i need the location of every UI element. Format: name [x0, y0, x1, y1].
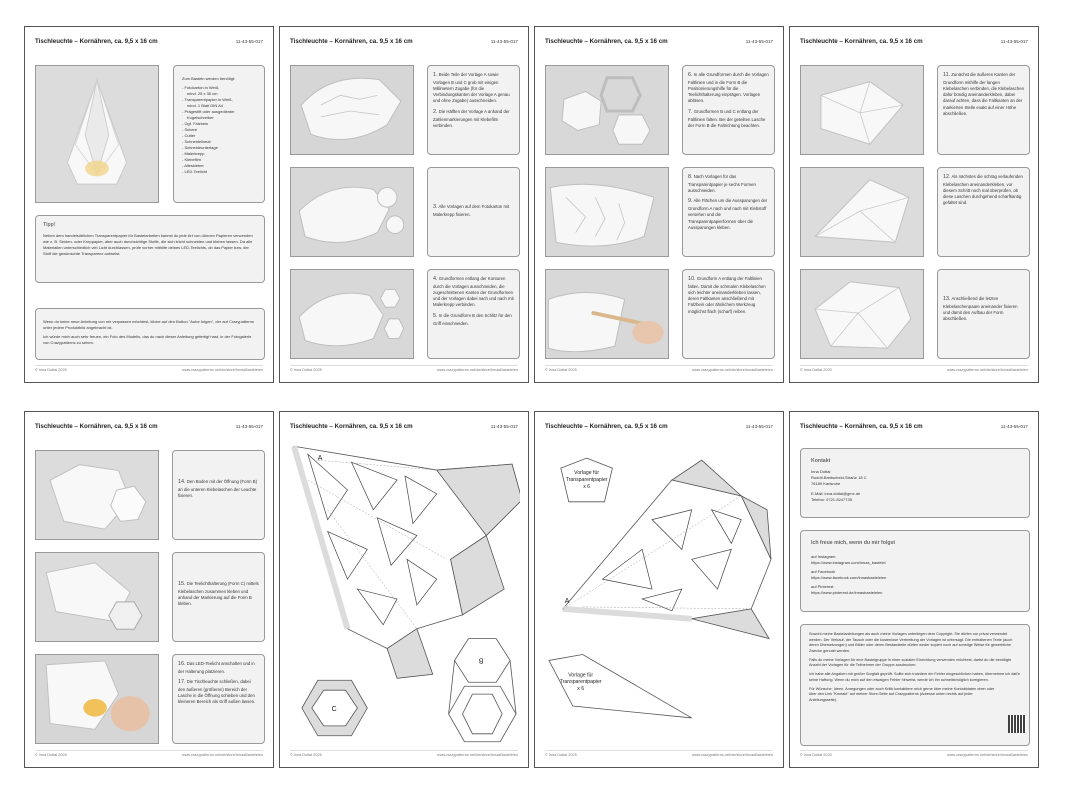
- material-item: - Schere: [182, 127, 198, 132]
- page-header: [290, 38, 518, 50]
- page-3: [534, 26, 784, 383]
- photo-step-14: [35, 450, 159, 540]
- material-item: - Transparentpapier in Weiß,: [182, 97, 233, 102]
- page-header: [35, 423, 263, 435]
- tipp-text: Neben dem handelsüblichen Transparentpapier für Bastelarbeiten kannst du jede Art von dünnen Papieren verwenden wie z. B. Seiden- oder Kreppapier, aber auch durchsichtige Stoffe, die sich leicht schneiden und kleben lassen. Da alle Materialien unterschiedlich viel Licht durchlassen, prüfe vorher mithilfe deines LED-Teelichts, ob das Papier bzw. der Stoff die gewünschte Transparenz aufweist.: [43, 232, 253, 256]
- label-a: A: [317, 455, 323, 463]
- step-number: 16.: [178, 661, 186, 667]
- step-8-9: [682, 167, 775, 257]
- step-number: 6.: [688, 72, 693, 78]
- template-drawing: [543, 440, 775, 749]
- material-item: mind. 1 Blatt DIN A4: [187, 103, 224, 108]
- page-footer: [545, 750, 773, 759]
- store-url: www.crazypatterns.net/de/store/InnasBasteleien: [436, 753, 518, 757]
- page-title: Tischleuchte – Kornähren, ca. 9,5 x 16 cm: [35, 423, 158, 430]
- instagram-label: auf Instagram: [811, 553, 836, 559]
- photo-step-12: [800, 167, 924, 257]
- step-number: 1.: [433, 72, 438, 78]
- page-5: [24, 411, 274, 768]
- store-url: www.crazypatterns.net/de/store/InnasBasteleien: [181, 368, 263, 372]
- store-url: www.crazypatterns.net/de/store/InnasBasteleien: [691, 368, 773, 372]
- page-header: [290, 423, 518, 435]
- step-text: Grundformen B und C entlang der Faltlinien falten. Bei der geteilten Lasche der Form B die Faltrichtung beachten.: [688, 108, 766, 128]
- material-item: Kugelschreiber: [187, 115, 214, 120]
- material-item: - LED-Teelicht: [182, 169, 208, 174]
- label-a: A: [564, 597, 570, 605]
- step-number: 15.: [178, 581, 186, 587]
- material-item: - Alleskleber: [182, 163, 204, 168]
- step-number: 2.: [433, 108, 438, 115]
- page-header: [800, 38, 1028, 50]
- step-3: [427, 167, 520, 257]
- store-url: www.crazypatterns.net/de/store/InnasBasteleien: [691, 753, 773, 757]
- article-code: 11-43-55-017: [235, 424, 263, 429]
- note-box: [35, 308, 265, 360]
- liability-notice: Ich habe alle Angaben mit großer Sorgfalt geprüft. Sollte sich trotzdem ein Fehler eingeschlichen haben, übernehme ich dafür keine Haftung. Wenn du mich auf den etwaigen Fehler hinweist, werde ich ihn schnellstmöglich korrigieren.: [809, 672, 1020, 682]
- material-item: - Cutter: [182, 133, 196, 138]
- copyright: © Inna Dottai 2025: [800, 368, 832, 372]
- page-title: Tischleuchte – Kornähren, ca. 9,5 x 16 cm: [545, 38, 668, 45]
- step-number: 10.: [688, 276, 696, 282]
- instagram-link[interactable]: https://www.instagram.com/innas_bastelei: [811, 559, 886, 565]
- step-text: Alle Vorlagen auf dem Fotokarton mit Malerkrepp fixieren.: [433, 204, 510, 217]
- page-footer: [545, 365, 773, 374]
- follow-title: Ich freue mich, wenn du mir folgst: [811, 540, 896, 546]
- step-text: Die Tischleuchte schließen, dabei den äußeren (größeren) Bereich der Lasche in die Öffnung schieben und den kleineren Bereich als Griff außen lassen.: [178, 679, 256, 705]
- step-number: 5.: [433, 312, 438, 319]
- legal-box: [800, 624, 1030, 746]
- step-14: [172, 450, 265, 540]
- vorlage-label-line: Vorlage für: [574, 470, 600, 477]
- article-code: 11-43-55-017: [745, 39, 773, 44]
- step-number: 17.: [178, 679, 186, 686]
- tipp-title: Tipp!: [43, 222, 56, 228]
- store-url: www.crazypatterns.net/de/store/InnasBasteleien: [436, 368, 518, 372]
- step-number: 9.: [688, 198, 693, 205]
- step-number: 8.: [688, 174, 693, 180]
- step-10: [682, 269, 775, 359]
- page-footer: [290, 750, 518, 759]
- page-footer: [35, 365, 263, 374]
- step-text: Anschließend die letzten Klebelaschenpaare aneinander fixieren und damit den Aufbau der Form abschließen.: [943, 296, 1018, 322]
- copyright: © Inna Dottai 2025: [545, 368, 577, 372]
- material-item: mind. 25 x 35 cm: [187, 91, 218, 96]
- page-title: Tischleuchte – Kornähren, ca. 9,5 x 16 cm: [800, 38, 923, 45]
- step-number: 7.: [688, 108, 693, 115]
- material-item: - Ggf. Falzbein: [182, 121, 209, 126]
- photo-step-15: [35, 552, 159, 642]
- kontakt-title: Kontakt: [811, 458, 831, 464]
- template-b: [449, 639, 516, 742]
- group-notice: Falls du meine Vorlagen für eine Bastelgruppe in einer sozialen Einrichtung verwenden möchtest, darfst du die benötigte Anzahl der Vorlagen für die Teilnehmer der Gruppe ausdrucken.: [809, 657, 1012, 668]
- material-item: - Schneideunterlage: [182, 145, 218, 150]
- photo-step-8: [545, 167, 669, 257]
- page-title: Tischleuchte – Kornähren, ca. 9,5 x 16 cm: [35, 38, 158, 45]
- article-code: 11-43-55-017: [235, 39, 263, 44]
- material-item: - Fotokarton in Weiß,: [182, 85, 220, 90]
- step-number: 11.: [943, 72, 951, 78]
- step-text: Das LED-Teelicht anschalten und in der Halterung platzieren.: [178, 661, 255, 674]
- step-text: In die Grundform B den Schlitz für den Griff einschneiden.: [433, 312, 512, 326]
- vorlage-label-line: x 6: [583, 483, 591, 490]
- step-4-5: [427, 269, 520, 359]
- page-7-template: [534, 411, 784, 768]
- contact-email[interactable]: E-Mail: inna.dottai@gmx.de: [811, 490, 861, 496]
- facebook-label: auf Facebook: [811, 568, 836, 574]
- copyright: © Inna Dottai 2025: [290, 368, 322, 372]
- copyright-notice: Sowohl meine Bastelanleitungen als auch meine Vorlagen unterliegen dem Copyright. Sie dürfen nur privat verwendet werden. Der Verkauf, der Tausch oder die kostenlose Verbreitung der Vorlagen ist untersagt. Die enthaltenen Texte (auch deren Übersetzungen) und Bilder oder deren Bestandteile dürfen weder kopiert noch auf sonstige Weise für gewerbliche Zwecke genutzt werden.: [809, 632, 1013, 654]
- material-item: - Klebefilm: [182, 157, 201, 162]
- step-number: 14.: [178, 479, 186, 485]
- article-code: 11-43-55-017: [1000, 39, 1028, 44]
- store-url: www.crazypatterns.net/de/store/InnasBasteleien: [946, 753, 1028, 757]
- step-6-7: [682, 65, 775, 155]
- step-text: Beide Teile der Vorlage A sowie Vorlagen B und C grob mit einigen Millimetern Zugabe (für die Verbindungskanten der Vorlage A genau und ohne Zugabe) ausschneiden.: [433, 72, 510, 104]
- copyright: © Inna Dottai 2025: [290, 753, 322, 757]
- page-title: Tischleuchte – Kornähren, ca. 9,5 x 16 cm: [800, 423, 923, 430]
- photo-step-16: [35, 654, 159, 744]
- store-url: www.crazypatterns.net/de/store/InnasBasteleien: [946, 368, 1028, 372]
- page-footer: [800, 365, 1028, 374]
- contact-city: 76189 Karlsruhe: [811, 480, 841, 486]
- material-item: - Schneidelineal: [182, 139, 211, 144]
- material-item: - Malerkrepp: [182, 151, 205, 156]
- photo-finished-lamp: [35, 65, 159, 203]
- photo-step-4: [290, 269, 414, 359]
- photo-step-3: [290, 167, 414, 257]
- contact-phone: Telefon: 0721-8247735: [811, 496, 852, 502]
- article-code: 11-43-55-017: [490, 39, 518, 44]
- follow-note: Wenn du keine neue Anleitung von mir verpassen möchtest, klicke auf den Button "Autor folgen", der auf Crazypatterns unter jedem Produktbild angebracht ist.: [43, 319, 254, 330]
- pinterest-link[interactable]: https://www.pinterest.de/innasbasteleien: [811, 589, 883, 595]
- page-footer: [800, 750, 1028, 759]
- pinterest-label: auf Pinterest: [811, 583, 834, 589]
- step-15: [172, 552, 265, 642]
- copyright: © Inna Dottai 2025: [545, 753, 577, 757]
- step-text: Grundformen entlang der Konturen durch die Vorlagen ausschneiden, die zugeschnittenen Kanten der Grundformen und der Vorlagen dabei nach und nach mit Malerkrepp verbinden.: [433, 276, 514, 308]
- copyright: © Inna Dottai 2025: [35, 368, 67, 372]
- facebook-link[interactable]: https://www.facebook.com/innasbasteleien: [811, 574, 887, 580]
- step-16-17: [172, 654, 265, 744]
- page-4: [789, 26, 1039, 383]
- step-text: Als nächstes die schräg verlaufenden Klebelaschen aneinanderkleben, vor diesem Schritt noch mal überprüfen, ob diese Laschen durchgehend scharfkantig gefaltet sind.: [943, 174, 1023, 206]
- copyright: © Inna Dottai 2025: [35, 753, 67, 757]
- step-number: 3.: [433, 204, 438, 210]
- label-b: B: [478, 656, 484, 664]
- template-drawing: [288, 440, 520, 749]
- page-title: Tischleuchte – Kornähren, ca. 9,5 x 16 cm: [545, 423, 668, 430]
- photo-note: Ich würde mich auch sehr freuen, ein Foto des Modells, das du nach dieser Anleitung gefertigt hast, in der Fotogalerie von Crazypatterns zu sehen.: [43, 334, 252, 345]
- step-number: 12.: [943, 174, 951, 180]
- photo-step-11: [800, 65, 924, 155]
- step-number: 13.: [943, 296, 951, 302]
- step-text: Alle Flächen um die Aussparungen der Grundform A nach und nach mit Klebstoff versehen und die Transparentpapierformen über die Aussparungen kleben.: [688, 198, 768, 230]
- photo-step-1: [290, 65, 414, 155]
- page-header: [545, 38, 773, 50]
- page-title: Tischleuchte – Kornähren, ca. 9,5 x 16 cm: [290, 423, 413, 430]
- step-12: [937, 167, 1030, 257]
- photo-step-6: [545, 65, 669, 155]
- materials-heading: Zum Basteln werden benötigt:: [182, 76, 236, 81]
- label-c: C: [331, 705, 337, 713]
- page-header: [800, 423, 1028, 435]
- materials-box: [173, 65, 265, 203]
- kontakt-box: [800, 448, 1030, 518]
- tipp-box: [35, 215, 265, 283]
- step-13: [937, 269, 1030, 359]
- step-text: Den Boden mit der Öffnung (Form B) an die unteren Klebelaschen der Leuchte fixieren.: [178, 479, 258, 499]
- article-code: 11-43-55-017: [1000, 424, 1028, 429]
- photo-step-10: [545, 269, 669, 359]
- article-code: 11-43-55-017: [745, 424, 773, 429]
- page-header: [545, 423, 773, 435]
- page-footer: [290, 365, 518, 374]
- material-item: - Prägestift oder ausgedienter: [182, 109, 235, 114]
- page-1: [24, 26, 274, 383]
- step-text: Zunächst die äußeren Kanten der Grundform mithilfe der langen Klebelaschen verbinden, die Klebelaschen dafür bündig aneinanderkleben, dabei darauf achten, dass die Faltkanten an der markierten Stelle exakt auf einer Höhe abschließen.: [943, 72, 1024, 116]
- photo-step-13: [800, 269, 924, 359]
- page-2: [279, 26, 529, 383]
- vorlage-label-line: Transparentpapier: [565, 476, 608, 483]
- feedback-notice: Für Wünsche, Ideen, Anregungen oder auch Kritik kontaktiere mich gerne über meine Kontaktdaten oben oder über den Link "Kontakt" auf meiner Store-Seite auf Crazypatterns (Adresse unten rechts auf jeder Anleitungsseite).: [809, 686, 995, 702]
- page-8-contact: [789, 411, 1039, 768]
- article-code: 11-43-55-017: [490, 424, 518, 429]
- step-text: Nach Vorlagen für das Transparentpapier je sechs Formen ausschneiden.: [688, 174, 756, 194]
- vorlage-label-line: Vorlage für: [568, 672, 594, 679]
- contact-street: Rudolf-Breitscheid-Straße 18 C: [811, 474, 867, 480]
- step-number: 4.: [433, 276, 438, 282]
- page-6-template: [279, 411, 529, 768]
- contact-name: Inna Dottai: [811, 468, 831, 474]
- qr-code-icon: [1008, 715, 1026, 733]
- step-text: In alle Grundformen durch die Vorlagen Faltlinien und in die Form B die Positionierungshilfe für die Teelichthalterung einprägen. Vorlagen ablösen.: [688, 72, 769, 104]
- page-header: [35, 38, 263, 50]
- store-url: www.crazypatterns.net/de/store/InnasBasteleien: [181, 753, 263, 757]
- step-text: Grundform A entlang der Faltlinien falten. Damit die schmalen Klebelaschen sich leichter aneinanderkleben lassen, deren Faltkanten anschließend mit Falzbein oder ähnlichem Werkzeug möglichst flach (scharf) reiben.: [688, 276, 766, 314]
- step-text: Die Hälften der Vorlage A anhand der Zahlenmarkierungen mit Klebefilm verbinden.: [433, 108, 510, 128]
- vorlage-label-line: x 6: [577, 686, 585, 693]
- step-text: Die Teelichthalterung (Form C) mittels Klebelaschen zusammen kleben und anhand der Markierung auf die Form B kleben.: [178, 581, 259, 607]
- copyright: © Inna Dottai 2025: [800, 753, 832, 757]
- page-title: Tischleuchte – Kornähren, ca. 9,5 x 16 cm: [290, 38, 413, 45]
- follow-box: [800, 530, 1030, 612]
- vorlage-label-line: Transparentpapier: [559, 679, 602, 686]
- transparent-template-triangle: [549, 654, 692, 717]
- page-footer: [35, 750, 263, 759]
- step-1-2: [427, 65, 520, 155]
- step-11: [937, 65, 1030, 155]
